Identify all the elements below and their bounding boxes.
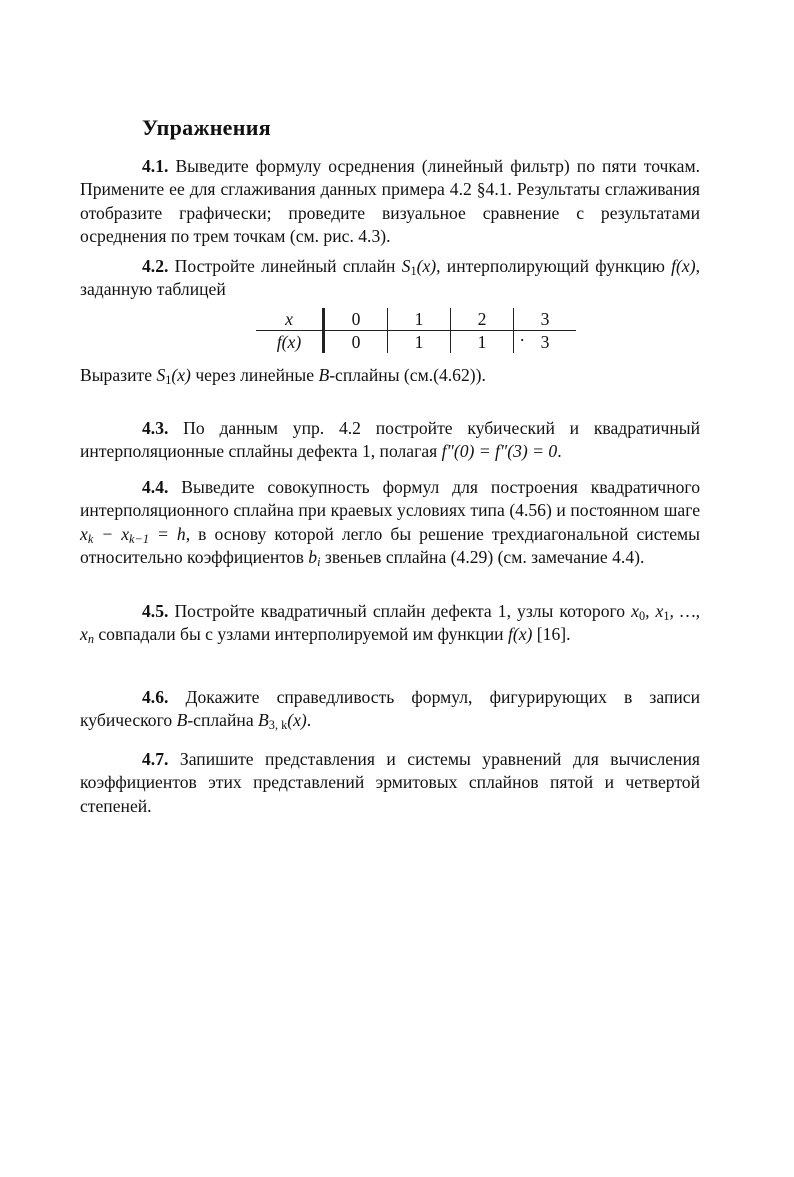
formula-subscript: k bbox=[87, 531, 94, 546]
exercise-text: . bbox=[557, 441, 562, 462]
formula-symbol: x bbox=[631, 601, 639, 621]
formula-b: B bbox=[176, 710, 188, 731]
exercise-4-1 bbox=[80, 155, 700, 249]
formula-symbol: B bbox=[258, 710, 269, 731]
formula-argument: (x) bbox=[416, 256, 437, 276]
table-cell: 3 bbox=[514, 308, 577, 331]
exercise-text: Выведите совокупность формул для построения квадратичного интерполяционного сплайна при краевых условиях типа (4.56) и постоянном шаге bbox=[80, 477, 700, 521]
formula-subscript: 0 bbox=[638, 609, 646, 623]
exercise-4-4-paragraph bbox=[80, 476, 700, 570]
formula-subscript: i bbox=[317, 555, 321, 570]
formula-argument: (x) bbox=[287, 710, 307, 731]
formula-operator: − bbox=[93, 523, 122, 544]
table-trailing-period: . bbox=[520, 324, 525, 345]
formula-argument: (x) bbox=[171, 364, 191, 385]
formula-symbol: x bbox=[80, 523, 88, 544]
exercise-4-2 bbox=[80, 255, 700, 387]
formula-b: B bbox=[318, 364, 330, 385]
exercise-text: Постройте линейный сплайн bbox=[168, 256, 402, 276]
exercise-4-5-paragraph bbox=[80, 600, 700, 647]
formula-bi bbox=[308, 547, 321, 570]
table-cell: 0 bbox=[324, 308, 388, 331]
formula-subscript: 3, k bbox=[268, 718, 288, 733]
exercise-4-3 bbox=[80, 417, 700, 464]
exercise-4-6 bbox=[80, 686, 700, 733]
formula-operator: = h bbox=[148, 523, 186, 544]
table-row-label: x bbox=[256, 308, 324, 331]
exercise-4-3-paragraph bbox=[80, 417, 700, 464]
exercise-4-5 bbox=[80, 600, 700, 647]
exercise-number: 4.5. bbox=[142, 601, 169, 621]
table-cell: 1 bbox=[388, 308, 451, 331]
value-table-wrapper bbox=[80, 308, 700, 360]
exercise-text: звеньев сплайна (4.29) (см. замечание 4.4). bbox=[320, 547, 645, 568]
formula-symbol: S bbox=[401, 256, 411, 276]
formula-symbol: S bbox=[156, 364, 166, 385]
formula-symbol: b bbox=[308, 547, 318, 568]
exercise-number: 4.2. bbox=[142, 256, 169, 276]
document-page bbox=[80, 112, 701, 816]
formula-step bbox=[80, 524, 186, 544]
exercise-4-6-paragraph bbox=[80, 686, 700, 733]
exercise-text: Выразите bbox=[80, 364, 157, 385]
formula-symbol: , x bbox=[645, 601, 664, 621]
table-cell: 0 bbox=[324, 330, 388, 353]
table-row-fx bbox=[256, 330, 576, 353]
exercise-text: через линейные bbox=[190, 364, 319, 385]
exercise-text: , интерполирующий функцию bbox=[436, 256, 672, 276]
exercise-text: , заданную таблицей bbox=[80, 256, 700, 300]
exercise-text: Докажите справедливость формул, фигурирующих в записи кубического bbox=[80, 687, 700, 731]
section-heading: Упражнения bbox=[142, 115, 271, 140]
table-cell: 3 bbox=[540, 331, 550, 352]
formula-subscript: n bbox=[87, 632, 94, 647]
exercise-number: 4.7. bbox=[142, 749, 169, 769]
exercise-text: , в основу которой легло бы решение трехдиагональной системы относительно коэффициентов bbox=[80, 523, 700, 568]
formula-subscript: k−1 bbox=[129, 531, 149, 546]
exercise-number: 4.4. bbox=[142, 477, 169, 497]
exercise-number: 4.1. bbox=[142, 156, 169, 176]
exercise-text: . bbox=[306, 710, 312, 731]
formula-fx: f(x) bbox=[507, 624, 533, 645]
table-cell: 2 bbox=[451, 308, 514, 331]
exercise-text: По данным упр. 4.2 постройте кубический и квадратичный интерполяционные сплайны дефекта 1, полагая bbox=[80, 418, 700, 462]
formula-boundary-conditions: f″(0) = f″(3) = 0 bbox=[441, 441, 558, 462]
table-row-x bbox=[256, 308, 576, 331]
exercise-text: [16]. bbox=[532, 624, 571, 645]
exercise-text: -сплайна bbox=[187, 710, 259, 731]
exercise-4-1-paragraph bbox=[80, 155, 700, 249]
exercise-4-7-paragraph bbox=[80, 748, 700, 818]
exercise-number: 4.6. bbox=[142, 687, 169, 707]
exercise-4-4 bbox=[80, 476, 700, 570]
formula-s1 bbox=[402, 256, 436, 276]
formula-subscript: 1 bbox=[410, 264, 417, 278]
table-row-label: f(x) bbox=[256, 330, 324, 353]
exercise-4-7 bbox=[80, 748, 700, 818]
formula-symbol: x bbox=[121, 523, 130, 544]
exercise-text: -сплайны (см.(4.62)). bbox=[329, 364, 486, 385]
exercise-text: Запишите представления и системы уравнений для вычисления коэффициентов этих представлений эрмитовых сплайнов пятой и четвертой степеней. bbox=[80, 749, 700, 816]
exercise-text: Постройте квадратичный сплайн дефекта 1, узлы которого bbox=[168, 601, 632, 621]
exercise-text: совпадали бы с узлами интерполируемой им функции bbox=[93, 624, 508, 645]
value-table bbox=[256, 308, 576, 353]
formula-s1 bbox=[156, 365, 190, 385]
table-cell: 1 bbox=[388, 330, 451, 353]
formula-b3k bbox=[258, 710, 307, 733]
formula-subscript: 1 bbox=[165, 372, 172, 387]
exercise-text: Выведите формулу осреднения (линейный фильтр) по пяти точкам. Примените ее для сглаживания данных примера 4.2 §4.1. Результаты сглаживания отобразите графически; проведите визуальное сравнение с результатами осреднения по трем точкам (см. рис. 4.3). bbox=[80, 156, 700, 247]
exercise-4-2-followup bbox=[80, 364, 700, 387]
formula-fx: f(x) bbox=[671, 256, 696, 276]
exercise-number: 4.3. bbox=[142, 418, 169, 438]
formula-subscript: 1 bbox=[663, 609, 670, 623]
formula-symbol: , …, x bbox=[80, 601, 701, 645]
table-cell: 1 bbox=[451, 330, 514, 353]
exercise-4-2-paragraph bbox=[80, 255, 700, 302]
